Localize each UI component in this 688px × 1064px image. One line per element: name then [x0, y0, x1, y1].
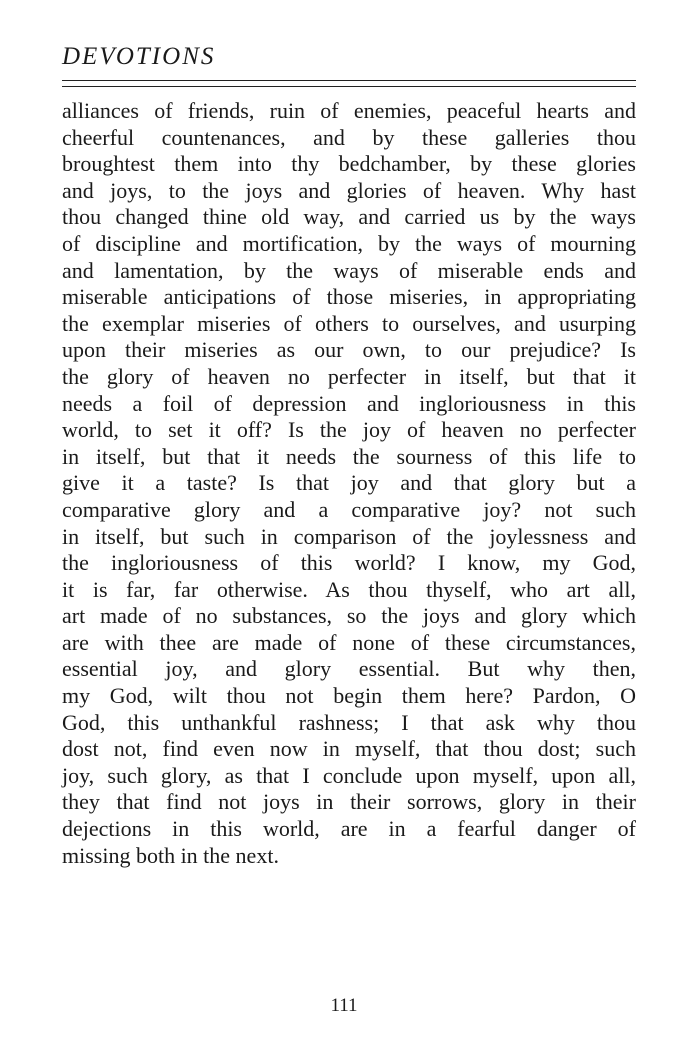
text-line: and joys, to the joys and glories of heaven. Why hast [62, 177, 636, 203]
text-line: the exemplar miseries of others to ourselves, and usurping [62, 310, 636, 336]
text-line: the ingloriousness of this world? I know, my God, [62, 550, 636, 576]
text-line: comparative glory and a comparative joy? not such [62, 496, 636, 522]
text-line: give it a taste? Is that joy and that glory but a [62, 470, 636, 496]
body-text [62, 98, 636, 869]
text-line: it is far, far otherwise. As thou thyself, who art all, [62, 576, 636, 602]
text-line: essential joy, and glory essential. But why then, [62, 656, 636, 682]
text-line: the glory of heaven no perfecter in itself, but that it [62, 363, 636, 389]
text-line: dejections in this world, are in a fearful danger of [62, 816, 636, 842]
page-number: 111 [330, 995, 358, 1016]
text-line: in itself, but such in comparison of the joylessness and [62, 523, 636, 549]
text-line: in itself, but that it needs the sourness of this life to [62, 443, 636, 469]
text-line: broughtest them into thy bedchamber, by these glories [62, 151, 636, 177]
text-line: thou changed thine old way, and carried us by the ways [62, 204, 636, 230]
text-line: needs a foil of depression and ingloriousness in this [62, 390, 636, 416]
text-line-last: missing both in the next. [62, 842, 279, 868]
text-line: dost not, find even now in myself, that thou dost; such [62, 736, 636, 762]
text-line: they that find not joys in their sorrows, glory in their [62, 789, 636, 815]
text-line: world, to set it off? Is the joy of heaven no perfecter [62, 417, 636, 443]
text-line: God, this unthankful rashness; I that ask why thou [62, 709, 636, 735]
text-line: my God, wilt thou not begin them here? Pardon, O [62, 683, 636, 709]
text-line: joy, such glory, as that I conclude upon myself, upon all, [62, 762, 636, 788]
text-line: upon their miseries as our own, to our prejudice? Is [62, 337, 636, 363]
text-line: of discipline and mortification, by the ways of mourning [62, 230, 636, 256]
text-line: are with thee are made of none of these circumstances, [62, 629, 636, 655]
text-line: miserable anticipations of those miseries, in appropriating [62, 284, 636, 310]
header-rule-bottom [62, 86, 636, 87]
text-line: cheerful countenances, and by these galleries thou [62, 124, 636, 150]
text-line: alliances of friends, ruin of enemies, peaceful hearts and [62, 98, 636, 123]
running-title: DEVOTIONS [62, 43, 216, 70]
text-line: art made of no substances, so the joys and glory which [62, 603, 636, 629]
header-rule-top [62, 80, 636, 81]
text-line: and lamentation, by the ways of miserable ends and [62, 257, 636, 283]
